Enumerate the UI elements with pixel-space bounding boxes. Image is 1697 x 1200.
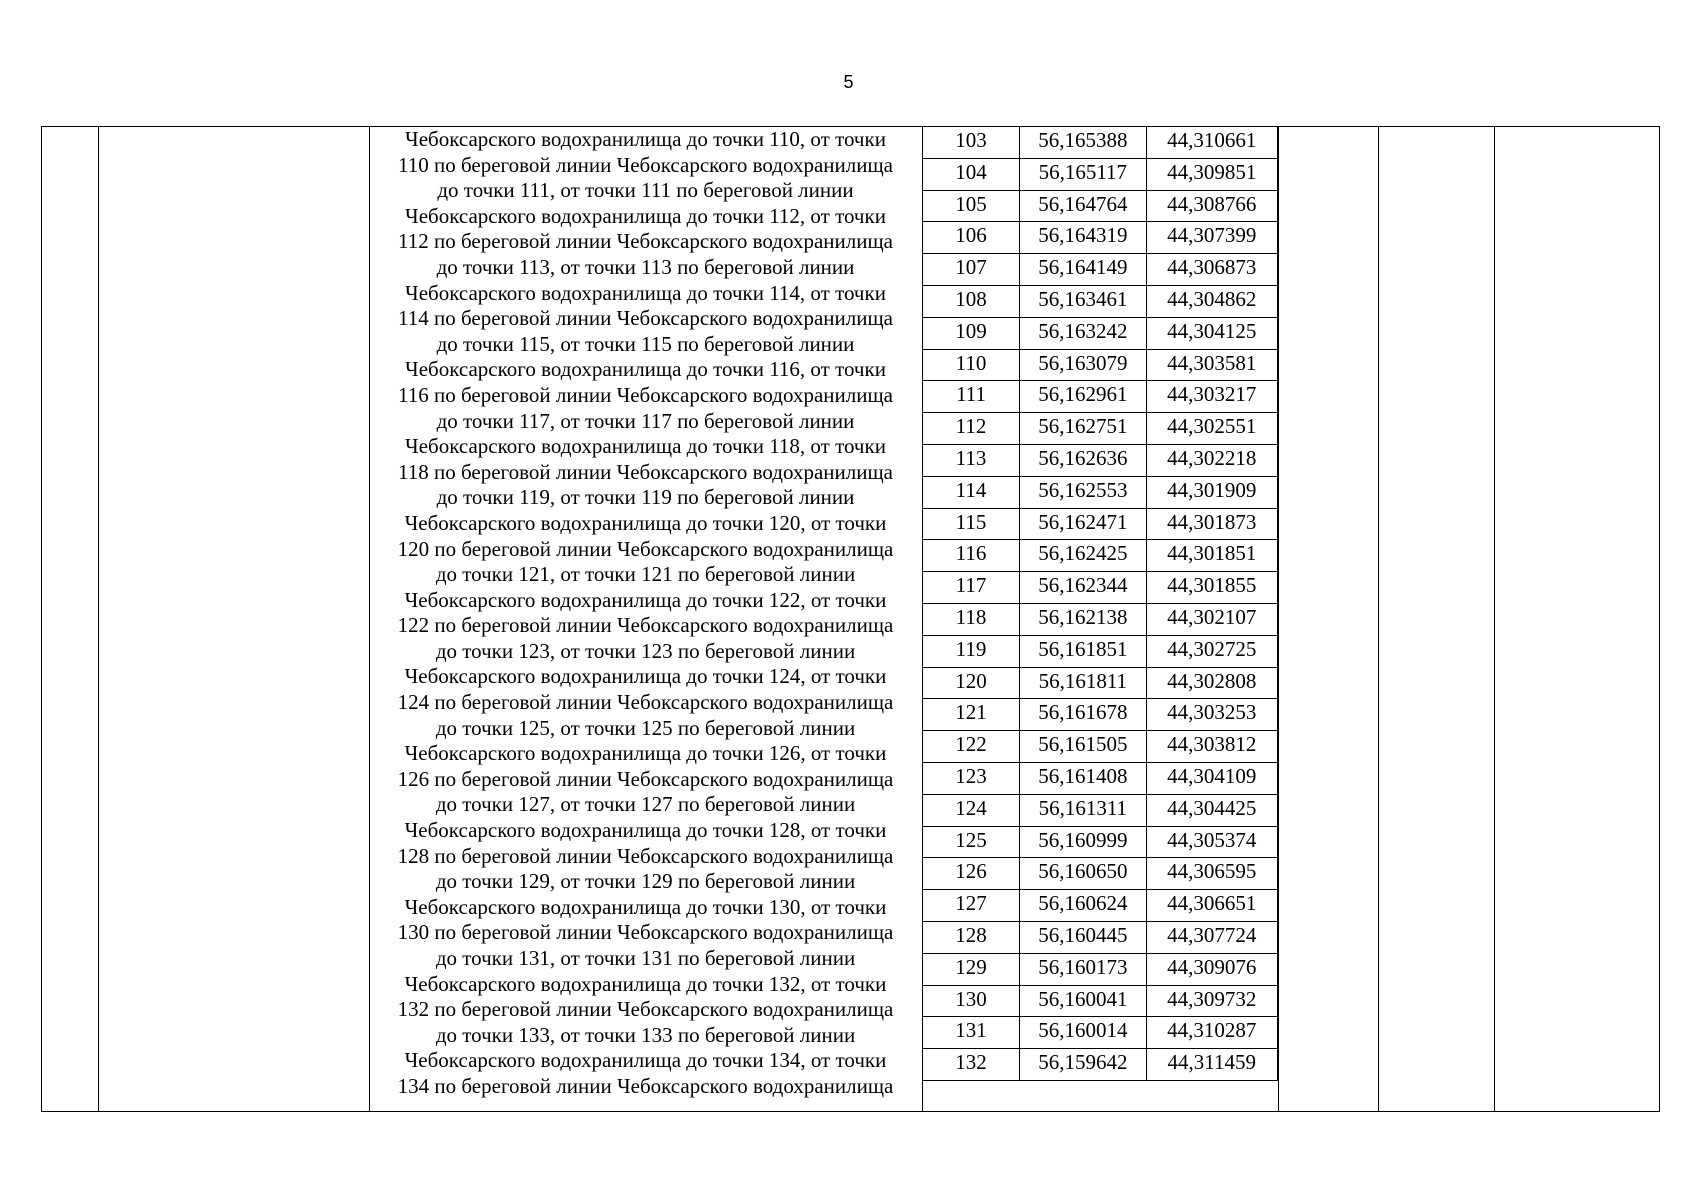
point-latitude: 56,162138 (1020, 603, 1146, 635)
description-line: 120 по береговой линии Чебоксарского водохранилища (397, 536, 894, 561)
point-number: 114 (923, 476, 1020, 508)
table-row (923, 794, 1278, 826)
point-latitude: 56,164319 (1020, 222, 1146, 254)
point-latitude: 56,162751 (1020, 413, 1146, 445)
point-latitude: 56,160445 (1020, 921, 1146, 953)
table-row (923, 508, 1278, 540)
point-latitude: 56,160999 (1020, 826, 1146, 858)
point-longitude: 44,301855 (1146, 572, 1277, 604)
description-line: Чебоксарского водохранилища до точки 118, от точки (405, 434, 886, 459)
description-line: Чебоксарского водохранилища до точки 124, от точки (404, 664, 887, 689)
table-row (923, 540, 1278, 572)
point-latitude: 56,163461 (1020, 285, 1146, 317)
table-row (923, 985, 1278, 1017)
column-divider (98, 126, 99, 1112)
point-latitude: 56,164149 (1020, 254, 1146, 286)
description-line: 128 по береговой линии Чебоксарского водохранилища (397, 843, 894, 868)
point-longitude: 44,304425 (1146, 794, 1277, 826)
point-latitude: 56,161811 (1020, 667, 1146, 699)
table-row (923, 826, 1278, 858)
point-longitude: 44,307399 (1146, 222, 1277, 254)
point-number: 111 (923, 381, 1020, 413)
point-longitude: 44,303253 (1146, 699, 1277, 731)
point-longitude: 44,306651 (1146, 890, 1277, 922)
description-line: до точки 119, от точки 119 по береговой линии (436, 485, 855, 510)
point-number: 122 (923, 731, 1020, 763)
table-row (923, 254, 1278, 286)
point-longitude: 44,308766 (1146, 190, 1277, 222)
point-number: 107 (923, 254, 1020, 286)
point-longitude: 44,304125 (1146, 317, 1277, 349)
description-line: до точки 129, от точки 129 по береговой линии (435, 869, 856, 894)
table-row (923, 699, 1278, 731)
point-number: 104 (923, 158, 1020, 190)
point-number: 126 (923, 858, 1020, 890)
point-latitude: 56,162471 (1020, 508, 1146, 540)
description-line: Чебоксарского водохранилища до точки 116, от точки (405, 357, 886, 382)
description-line: до точки 131, от точки 131 по береговой линии (435, 946, 856, 970)
table-row (923, 1017, 1278, 1049)
point-longitude: 44,301909 (1146, 476, 1277, 508)
point-latitude: 56,162553 (1020, 476, 1146, 508)
description-line: Чебоксарского водохранилища до точки 128, от точки (404, 818, 887, 843)
table-row (923, 127, 1278, 159)
column-divider (1378, 126, 1379, 1112)
description-line: до точки 121, от точки 121 по береговой линии (435, 562, 856, 587)
table-row (923, 731, 1278, 763)
point-longitude: 44,304109 (1146, 762, 1277, 794)
table-row (923, 413, 1278, 445)
point-longitude: 44,304862 (1146, 285, 1277, 317)
point-number: 129 (923, 953, 1020, 985)
point-latitude: 56,165117 (1020, 158, 1146, 190)
table-row (923, 285, 1278, 317)
table-row (923, 921, 1278, 953)
point-number: 120 (923, 667, 1020, 699)
description-line: до точки 123, от точки 123 по береговой линии (435, 638, 856, 663)
description-line: Чебоксарского водохранилища до точки 122, от точки (404, 587, 887, 612)
description-line: до точки 115, от точки 115 по береговой линии (436, 331, 855, 356)
point-number: 119 (923, 635, 1020, 667)
point-number: 115 (923, 508, 1020, 540)
point-longitude: 44,302725 (1146, 635, 1277, 667)
coordinates-table (922, 126, 1278, 1081)
table-row (923, 667, 1278, 699)
table-row (923, 953, 1278, 985)
point-longitude: 44,302107 (1146, 603, 1277, 635)
point-number: 127 (923, 890, 1020, 922)
description-line: до точки 133, от точки 133 по береговой линии (435, 1022, 856, 1047)
description-line: до точки 111, от точки 111 по береговой линии (437, 178, 854, 203)
point-number: 109 (923, 317, 1020, 349)
point-latitude: 56,159642 (1020, 1049, 1146, 1081)
description-line: 114 по береговой линии Чебоксарского водохранилища (398, 306, 893, 331)
table-row (923, 476, 1278, 508)
point-latitude: 56,165388 (1020, 127, 1146, 159)
table-row (923, 1049, 1278, 1081)
point-number: 113 (923, 444, 1020, 476)
description-line: Чебоксарского водохранилища до точки 112, от точки (405, 203, 886, 228)
column-divider (1494, 126, 1495, 1112)
point-longitude: 44,307724 (1146, 921, 1277, 953)
description-line: 130 по береговой линии Чебоксарского водохранилища (397, 920, 894, 945)
point-number: 118 (923, 603, 1020, 635)
description-line: Чебоксарского водохранилища до точки 114, от точки (405, 280, 886, 305)
point-number: 112 (923, 413, 1020, 445)
description-line: Чебоксарского водохранилища до точки 126, от точки (404, 741, 887, 766)
point-latitude: 56,162636 (1020, 444, 1146, 476)
point-longitude: 44,311459 (1146, 1049, 1277, 1081)
point-number: 123 (923, 762, 1020, 794)
description-line: 118 по береговой линии Чебоксарского водохранилища (398, 459, 893, 484)
point-number: 116 (923, 540, 1020, 572)
point-longitude: 44,310287 (1146, 1017, 1277, 1049)
point-number: 132 (923, 1049, 1020, 1081)
point-number: 130 (923, 985, 1020, 1017)
point-latitude: 56,162344 (1020, 572, 1146, 604)
table-row (923, 572, 1278, 604)
point-longitude: 44,309076 (1146, 953, 1277, 985)
point-latitude: 56,161505 (1020, 731, 1146, 763)
point-number: 131 (923, 1017, 1020, 1049)
description-line: до точки 127, от точки 127 по береговой линии (435, 792, 856, 817)
description-line: до точки 125, от точки 125 по береговой линии (435, 715, 856, 740)
table-row (923, 762, 1278, 794)
point-number: 117 (923, 572, 1020, 604)
point-longitude: 44,301851 (1146, 540, 1277, 572)
point-number: 103 (923, 127, 1020, 159)
table-row (923, 190, 1278, 222)
point-longitude: 44,303812 (1146, 731, 1277, 763)
point-longitude: 44,305374 (1146, 826, 1277, 858)
point-latitude: 56,161311 (1020, 794, 1146, 826)
boundary-description-cell (369, 126, 922, 1112)
table-row (923, 444, 1278, 476)
point-latitude: 56,161678 (1020, 699, 1146, 731)
point-longitude: 44,302551 (1146, 413, 1277, 445)
description-line: Чебоксарского водохранилища до точки 110, от точки (405, 127, 886, 151)
description-line: 122 по береговой линии Чебоксарского водохранилища (397, 613, 894, 638)
description-line: до точки 117, от точки 117 по береговой линии (436, 408, 855, 433)
point-longitude: 44,303581 (1146, 349, 1277, 381)
point-number: 108 (923, 285, 1020, 317)
point-latitude: 56,161408 (1020, 762, 1146, 794)
column-divider (1278, 126, 1279, 1112)
point-latitude: 56,160624 (1020, 890, 1146, 922)
description-line: Чебоксарского водохранилища до точки 120, от точки (404, 510, 887, 535)
point-latitude: 56,160014 (1020, 1017, 1146, 1049)
point-longitude: 44,310661 (1146, 127, 1277, 159)
description-line: Чебоксарского водохранилища до точки 134, от точки (404, 1048, 887, 1073)
description-line: до точки 113, от точки 113 по береговой линии (436, 254, 855, 279)
point-latitude: 56,161851 (1020, 635, 1146, 667)
point-longitude: 44,309732 (1146, 985, 1277, 1017)
point-latitude: 56,163079 (1020, 349, 1146, 381)
point-number: 124 (923, 794, 1020, 826)
point-number: 106 (923, 222, 1020, 254)
table-row (923, 222, 1278, 254)
description-line: 124 по береговой линии Чебоксарского водохранилища (397, 690, 894, 715)
description-line: 112 по береговой линии Чебоксарского водохранилища (398, 229, 893, 254)
point-latitude: 56,162961 (1020, 381, 1146, 413)
table-row (923, 158, 1278, 190)
description-line: Чебоксарского водохранилища до точки 132, от точки (404, 971, 887, 996)
point-number: 128 (923, 921, 1020, 953)
description-line: 134 по береговой линии Чебоксарского водохранилища (397, 1073, 894, 1098)
point-longitude: 44,303217 (1146, 381, 1277, 413)
description-line: 126 по береговой линии Чебоксарского водохранилища (397, 766, 894, 791)
point-longitude: 44,301873 (1146, 508, 1277, 540)
table-row (923, 858, 1278, 890)
point-latitude: 56,164764 (1020, 190, 1146, 222)
description-line: Чебоксарского водохранилища до точки 130, от точки (404, 894, 887, 919)
point-number: 121 (923, 699, 1020, 731)
point-longitude: 44,302218 (1146, 444, 1277, 476)
table-row (923, 635, 1278, 667)
description-line: 110 по береговой линии Чебоксарского водохранилища (398, 152, 893, 177)
point-longitude: 44,309851 (1146, 158, 1277, 190)
point-latitude: 56,160650 (1020, 858, 1146, 890)
description-line: 132 по береговой линии Чебоксарского водохранилища (397, 997, 894, 1022)
point-latitude: 56,162425 (1020, 540, 1146, 572)
table-row (923, 381, 1278, 413)
point-longitude: 44,306873 (1146, 254, 1277, 286)
point-longitude: 44,306595 (1146, 858, 1277, 890)
point-longitude: 44,302808 (1146, 667, 1277, 699)
point-number: 125 (923, 826, 1020, 858)
table-row (923, 317, 1278, 349)
table-row (923, 603, 1278, 635)
point-latitude: 56,160041 (1020, 985, 1146, 1017)
point-latitude: 56,163242 (1020, 317, 1146, 349)
page-number: 5 (843, 72, 854, 92)
point-latitude: 56,160173 (1020, 953, 1146, 985)
description-line: 116 по береговой линии Чебоксарского водохранилища (398, 382, 893, 407)
table-row (923, 349, 1278, 381)
point-number: 105 (923, 190, 1020, 222)
point-number: 110 (923, 349, 1020, 381)
table-row (923, 890, 1278, 922)
